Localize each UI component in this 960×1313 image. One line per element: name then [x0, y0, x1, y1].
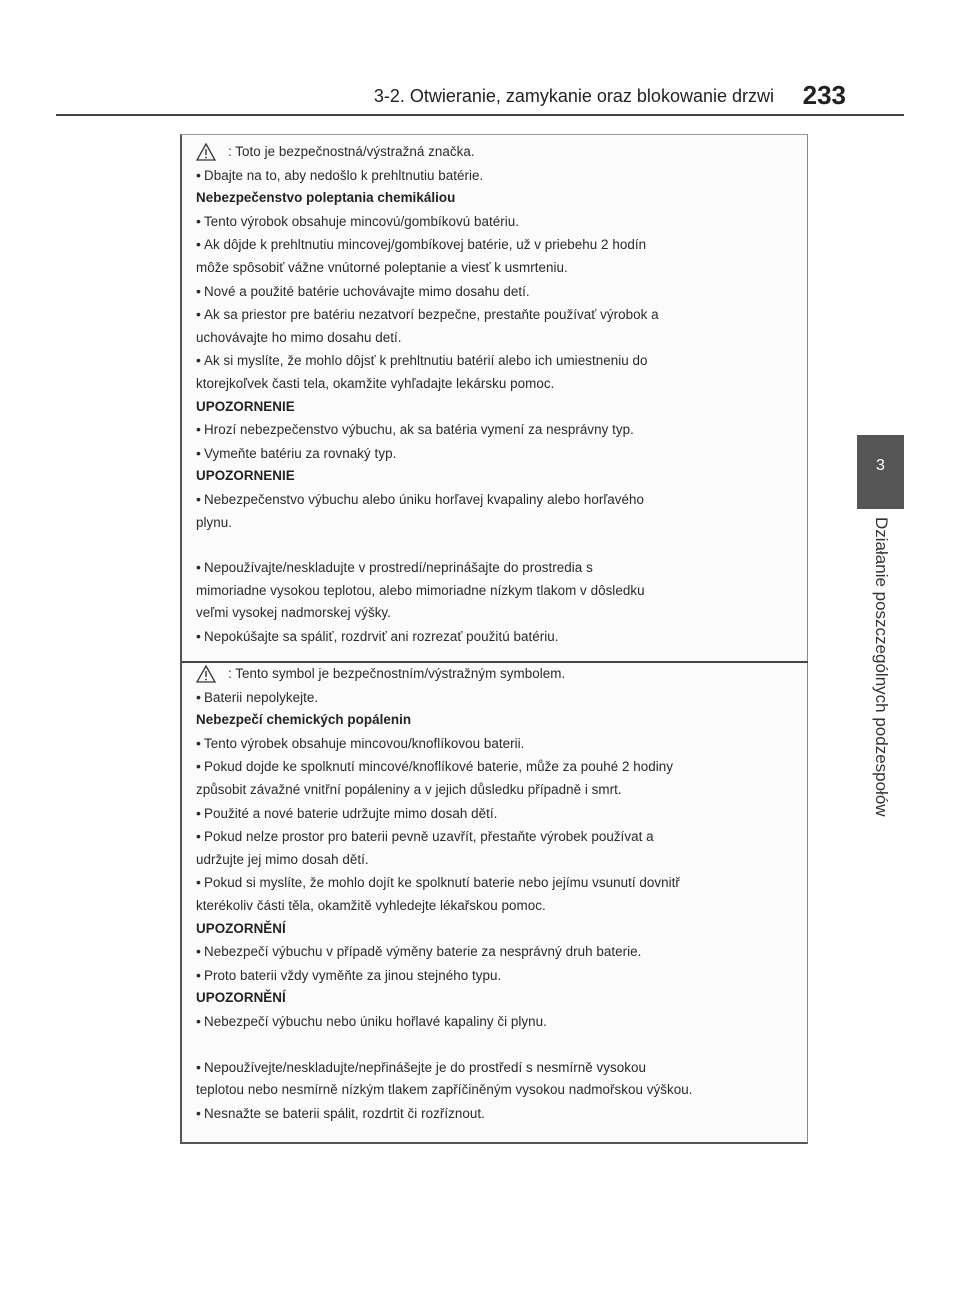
- list-item-continuation: plynu.: [196, 514, 233, 530]
- section-heading: Nebezpečí chemických popálenin: [196, 712, 412, 728]
- list-item: • Baterii nepolykejte.: [196, 688, 319, 705]
- list-item: • Pokud dojde ke spolknutí mincové/knoflíkové baterie, může za pouhé 2 hodiny: [196, 758, 673, 775]
- header-rule: [56, 114, 904, 116]
- list-item-continuation: kterékoliv části těla, okamžitě vyhledejte lékařskou pomoc.: [196, 897, 546, 913]
- list-item: • Vymeňte batériu za rovnaký typ.: [196, 444, 397, 461]
- section-heading: Nebezpečenstvo poleptania chemikáliou: [196, 190, 456, 206]
- list-item: • Ak si myslíte, že mohlo dôjsť k prehltnutiu batérií alebo ich umiestneniu do: [196, 352, 648, 369]
- warning-symbol-line: : Tento symbol je bezpečnostním/výstražným symbolem.: [196, 663, 796, 686]
- czech-warning-block: [182, 661, 808, 1141]
- list-item: • Dbajte na to, aby nedošlo k prehltnutiu batérie.: [196, 166, 484, 183]
- slovak-warning-block: [182, 141, 808, 659]
- list-item: • Nesnažte se baterii spálit, rozdrtit či rozříznout.: [196, 1104, 485, 1121]
- warning-triangle-icon: [196, 143, 226, 161]
- list-item: • Nepoužívajte/neskladujte v prostredí/neprinášajte do prostredia s: [196, 559, 593, 576]
- page-number: 233: [802, 80, 846, 110]
- list-item-continuation: udržujte jej mimo dosah dětí.: [196, 851, 369, 867]
- list-item-continuation: způsobit závažné vnitřní popáleniny a v jejich důsledku případně i smrt.: [196, 781, 622, 797]
- list-item: • Nebezpečí výbuchu nebo úniku hořlavé kapaliny či plynu.: [196, 1012, 547, 1029]
- warning-triangle-icon: [196, 665, 226, 683]
- list-item-continuation: mimoriadne vysokou teplotou, alebo mimoriadne nízkym tlakom v dôsledku: [196, 582, 645, 598]
- section-heading: UPOZORNĚNÍ: [196, 920, 286, 936]
- chapter-number: 3: [876, 457, 885, 474]
- list-item-continuation: uchovávajte ho mimo dosahu detí.: [196, 329, 402, 345]
- list-item: • Pokud si myslíte, že mohlo dojít ke spolknutí baterie nebo jejímu vsunutí dovnitř: [196, 874, 680, 891]
- section-heading: UPOZORNENIE: [196, 398, 295, 414]
- list-item: • Použité a nové baterie udržujte mimo dosah dětí.: [196, 804, 498, 821]
- list-item: • Nebezpečenstvo výbuchu alebo úniku horľavej kvapaliny alebo horľavého: [196, 490, 645, 507]
- chapter-tab: [857, 435, 904, 509]
- spacer: [196, 534, 796, 556]
- list-item: • Tento výrobek obsahuje mincovou/knoflíkovou baterii.: [196, 734, 525, 751]
- list-item: • Nepoužívejte/neskladujte/nepřinášejte je do prostředí s nesmírně vysokou: [196, 1058, 647, 1075]
- list-item-continuation: ktorejkoľvek časti tela, okamžite vyhľadajte lekársku pomoc.: [196, 375, 555, 391]
- list-item: • Tento výrobok obsahuje mincovú/gombíkovú batériu.: [196, 212, 520, 229]
- list-item-continuation: veľmi vysokej nadmorskej výšky.: [196, 605, 391, 621]
- list-item: • Ak dôjde k prehltnutiu mincovej/gombíkovej batérie, už v priebehu 2 hodín: [196, 236, 647, 253]
- list-item: • Hrozí nebezpečenstvo výbuchu, ak sa batéria vymení za nesprávny typ.: [196, 421, 634, 438]
- warning-symbol-line: : Toto je bezpečnostná/výstražná značka.: [196, 141, 796, 164]
- list-item: • Ak sa priestor pre batériu nezatvorí bezpečne, prestaňte používať výrobok a: [196, 306, 659, 323]
- list-item: • Nepokúšajte sa spáliť, rozdrviť ani rozrezať použitú batériu.: [196, 627, 559, 644]
- section-heading: UPOZORNĚNÍ: [196, 990, 286, 1006]
- spacer: [196, 1034, 796, 1056]
- list-item-continuation: teplotou nebo nesmírně nízkým tlakem zapříčiněným vysokou nadmořskou výškou.: [196, 1082, 693, 1098]
- scanned-warning-box: [180, 134, 808, 1144]
- chapter-label-text: Działanie poszczególnych podzespołów: [872, 517, 891, 817]
- section-title: 3-2. Otwieranie, zamykanie oraz blokowanie drzwi: [373, 86, 774, 106]
- chapter-side-label: [858, 517, 902, 862]
- list-item-continuation: môže spôsobiť vážne vnútorné poleptanie a viesť k usmrteniu.: [196, 259, 568, 275]
- list-item: • Proto baterii vždy vyměňte za jinou stejného typu.: [196, 966, 502, 983]
- list-item: • Nebezpečí výbuchu v případě výměny baterie za nesprávný druh baterie.: [196, 943, 642, 960]
- page-header: [56, 78, 904, 118]
- list-item: • Pokud nelze prostor pro baterii pevně uzavřít, přestaňte výrobek používat a: [196, 828, 654, 845]
- list-item: • Nové a použité batérie uchovávajte mimo dosahu detí.: [196, 282, 530, 299]
- section-heading: UPOZORNENIE: [196, 468, 295, 484]
